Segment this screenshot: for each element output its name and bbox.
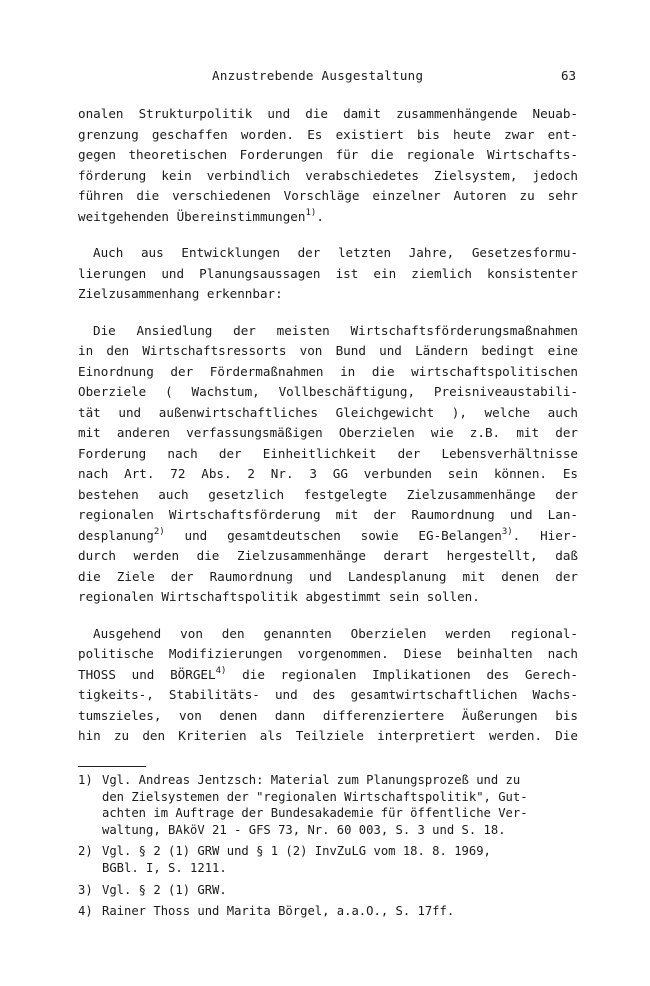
running-head [0,68,650,86]
text-line: gegen theoretischen Forderungen für die regionale Wirtschafts- [78,147,578,162]
footnote-mark: 4) [78,904,93,919]
text-line: die Ziele der Raumordnung und Landesplanung mit denen der [78,568,578,584]
footnote-ref-2[interactable]: 2) [153,526,165,537]
text-line: Die Ansiedlung der meisten Wirtschaftsförderungsmaßnahmen [93,322,578,338]
text-line: Ausgehend von den genannten Oberzielen werden regional- [93,625,578,641]
footnote-mark: 1) [78,773,93,787]
text-line [78,665,578,686]
text-line: Einordnung der Fördermaßnahmen in die wirtschaftspolitischen [78,363,578,379]
page-number: 63 [561,68,577,83]
text-line: hin zu den Kriterien als Teilziele interpretiert werden. Die [78,728,578,743]
footnote-line: Vgl. § 2 (1) GRW. [102,882,227,897]
text-run: THOSS und BÖRGEL [78,666,216,682]
text-line: nach Art. 72 Abs. 2 Nr. 3 GG verbunden sein können. Es [78,466,578,481]
text-line: tät und außenwirtschaftliches Gleichgewicht ), welche auch [78,404,578,420]
footnote-2 [78,843,578,876]
text-run: weitgehenden Übereinstimmungen [78,208,306,224]
footnote-line: Vgl. Andreas Jentzsch: Material zum Planungsprozeß und zu [102,773,521,787]
text-run: und gesamtdeutschen sowie EG-Belangen [164,527,502,543]
text-line: mit anderen verfassungsmäßigen Oberzielen wie z.B. mit der [78,425,578,440]
text-run: . [316,208,324,224]
footnote-line: waltung, BAköV 21 - GFS 73, Nr. 60 003, S. 3 und S. 18. [102,822,506,837]
paragraph-3 [78,321,578,608]
footnote-line: Rainer Thoss und Marita Börgel, a.a.O., S. 17ff. [102,904,455,919]
text-line: bestehen auch gesetzlich festgelegte Zielzusammenhänge der [78,486,578,502]
text-run: desplanung [78,527,154,543]
text-line: führen die verschiedenen Vorschläge einzelner Autoren zu sehr [78,188,578,203]
text-line: lierungen und Planungsaussagen ist ein ziemlich konsistenter [78,265,578,281]
text-line: grenzung geschaffen worden. Es existiert bis heute zwar ent- [78,126,578,142]
paragraph-2 [78,243,578,305]
footnote-1 [78,772,578,838]
text-line: tumszieles, von denen dann differenziertere Äußerungen bis [78,707,578,723]
footnote-ref-1[interactable]: 1) [305,207,317,218]
footnote-line: achten im Auftrage der Bundesakademie für öffentliche Ver- [102,806,528,821]
footnote-separator [78,766,146,767]
footnote-mark: 2) [78,844,93,859]
text-line: Auch aus Entwicklungen der letzten Jahre, Gesetzesformu- [93,245,578,260]
text-line [78,207,578,228]
text-run: . Hier- [512,527,579,543]
text-line: regionalen Wirtschaftsförderung mit der Raumordnung und Lan- [78,507,578,522]
paragraph-4 [78,624,578,747]
body-text [78,104,578,763]
text-run: die regionalen Implikationen des Gerech- [226,666,578,682]
footnote-ref-3[interactable]: 3) [501,526,513,537]
footnote-ref-4[interactable]: 4) [215,665,227,676]
text-line: Oberziele ( Wachstum, Vollbeschäftigung, Preisniveaustabili- [78,384,578,399]
footnote-line: Vgl. § 2 (1) GRW und § 1 (2) InvZuLG vom 18. 8. 1969, [102,844,491,859]
text-line: politische Modifizierungen vorgenommen. Diese beinhalten nach [78,646,578,661]
text-line: tigkeits-, Stabilitäts- und des gesamtwirtschaftlichen Wachs- [78,687,578,702]
text-line: durch werden die Zielzusammenhänge derart hergestellt, daß [78,548,578,563]
text-line: förderung kein verbindlich verabschiedetes Zielsystem, jedoch [78,167,578,183]
text-line: Forderung nach der Einheitlichkeit der Lebensverhältnisse [78,445,578,461]
footnotes [78,772,578,925]
footnote-mark: 3) [78,882,93,897]
text-line: onalen Strukturpolitik und die damit zusammenhängende Neuab- [78,106,578,121]
footnote-3 [78,882,578,899]
footnote-line: den Zielsystemen der "regionalen Wirtschaftspolitik", Gut- [102,789,528,804]
paragraph-1 [78,104,578,227]
text-line: in den Wirtschaftsressorts von Bund und Ländern bedingt eine [78,343,578,358]
footnote-line: BGBl. I, S. 1211. [102,860,227,875]
text-line: regionalen Wirtschaftspolitik abgestimmt sein sollen. [78,589,480,604]
text-line: Zielzusammenhang erkennbar: [78,286,283,301]
text-line [78,526,578,547]
footnote-4 [78,903,578,920]
running-title: Anzustrebende Ausgestaltung [212,68,424,83]
